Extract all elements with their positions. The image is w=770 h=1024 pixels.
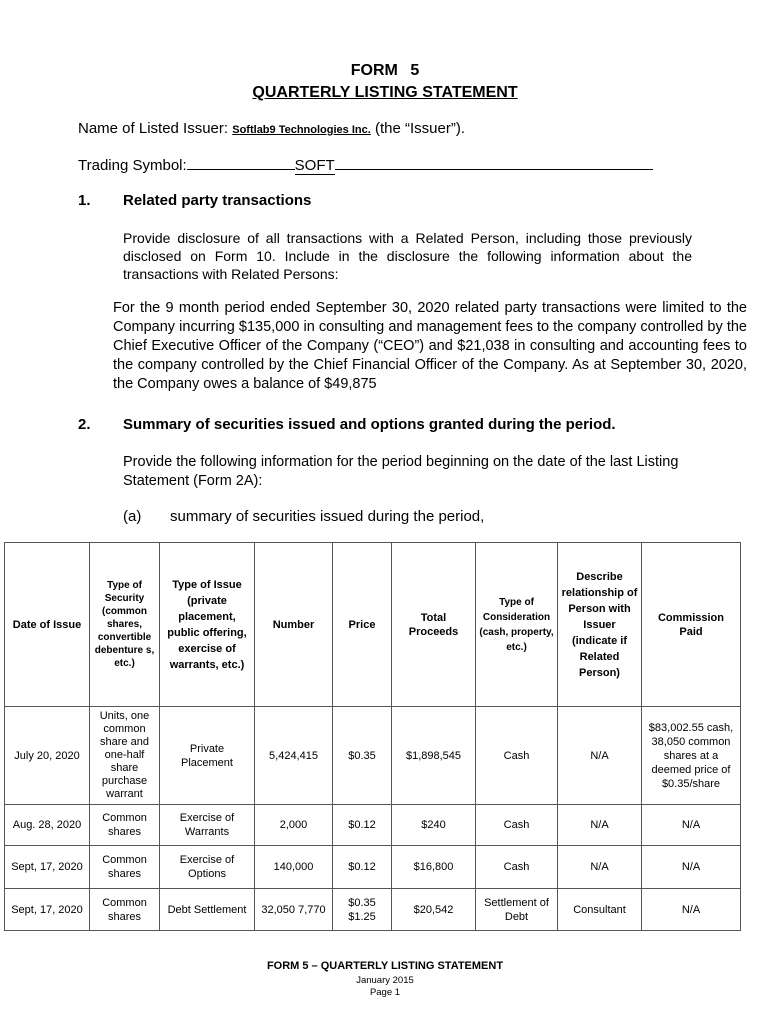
col-header-relationship: Describe relationship of Person with Issuer (indicate if Related Person) [558,543,642,707]
issuer-name: Softlab9 Technologies Inc. [232,124,371,136]
col-header-number: Number [255,543,333,707]
section1-number: 1. [78,192,91,209]
col-header-total-proceeds: Total Proceeds [392,543,476,707]
trading-symbol-label: Trading Symbol: [78,157,187,174]
cell-consideration: Settlement of Debt [476,889,558,931]
section2-instruction: Provide the following information for the period beginning on the date of the last Listing Statement (Form 2A): [123,454,679,489]
section2-number: 2. [78,416,91,433]
symbol-underline-right [335,154,653,170]
cell-issue-type: Private Placement [160,707,255,805]
col-header-security-type: Type of Security (common shares, convertible debenture s, etc.) [90,543,160,707]
cell-consideration: Cash [476,707,558,805]
section1-title: Related party transactions [123,192,312,209]
section2-sub-label: (a) [123,508,142,525]
cell-security-type: Common shares [90,889,160,931]
cell-number: 32,050 7,770 [255,889,333,931]
cell-price: $0.12 [333,846,392,889]
footer-page-number: Page 1 [369,987,401,998]
cell-security-type: Units, one common share and one-half share purchase warrant [90,707,160,805]
table-header-row [5,543,741,707]
cell-price: $0.35 [333,707,392,805]
cell-relationship: Consultant [558,889,642,931]
footer-title: FORM 5 – QUARTERLY LISTING STATEMENT [266,960,504,972]
col-header-date: Date of Issue [5,543,90,707]
cell-security-type: Common shares [90,805,160,846]
form-subtitle: QUARTERLY LISTING STATEMENT [252,84,518,101]
cell-commission: $83,002.55 cash, 38,050 common shares at a deemed price of $0.35/share [642,707,741,805]
symbol-underline-left [187,154,295,170]
cell-total-proceeds: $1,898,545 [392,707,476,805]
cell-price: $0.35 $1.25 [333,889,392,931]
cell-relationship: N/A [558,805,642,846]
trading-symbol-value: SOFT [294,157,335,174]
cell-commission: N/A [642,846,741,889]
cell-consideration: Cash [476,846,558,889]
cell-price: $0.12 [333,805,392,846]
cell-commission: N/A [642,889,741,931]
footer-date: January 2015 [356,975,414,986]
cell-issue-type: Exercise of Warrants [160,805,255,846]
cell-total-proceeds: $240 [392,805,476,846]
issuer-line [78,120,465,137]
securities-issued-table [4,542,741,931]
cell-total-proceeds: $16,800 [392,846,476,889]
cell-consideration: Cash [476,805,558,846]
cell-commission: N/A [642,805,741,846]
cell-number: 5,424,415 [255,707,333,805]
cell-issue-type: Exercise of Options [160,846,255,889]
cell-date: Sept, 17, 2020 [5,846,90,889]
cell-relationship: N/A [558,707,642,805]
cell-number: 2,000 [255,805,333,846]
issuer-suffix: (the “Issuer”). [374,120,465,137]
section2-sub-text: summary of securities issued during the period, [170,508,485,525]
trading-symbol-line [78,154,653,174]
col-header-price: Price [333,543,392,707]
section1-instruction: Provide disclosure of all transactions with a Related Person, including those previously disclosed on Form 10. Include in the disclosure the following information about the transactions with Related Persons: [123,230,692,282]
cell-date: Aug. 28, 2020 [5,805,90,846]
cell-security-type: Common shares [90,846,160,889]
section1-response: For the 9 month period ended September 30, 2020 related party transactions were limited to the Company incurring $135,000 in consulting and management fees to the company controlled by the Chief Executive Officer of the Company (“CEO”) and $21,038 in consulting and accounting fees to the company controlled by the Chief Financial Officer of the Company. As at September 30, 2020, the Company owes a balance of $49,875 [113,300,747,392]
table-row [5,846,741,889]
table-row [5,707,741,805]
issuer-label: Name of Listed Issuer: [78,120,229,137]
cell-relationship: N/A [558,846,642,889]
cell-date: Sept, 17, 2020 [5,889,90,931]
col-header-issue-type: Type of Issue (private placement, public offering, exercise of warrants, etc.) [160,543,255,707]
col-header-consideration: Type of Consideration (cash, property, etc.) [476,543,558,707]
cell-issue-type: Debt Settlement [160,889,255,931]
table-row [5,805,741,846]
table-row [5,889,741,931]
section2-title: Summary of securities issued and options granted during the period. [123,416,616,433]
col-header-commission: Commission Paid [642,543,741,707]
form-title: FORM 5 [350,62,420,79]
cell-date: July 20, 2020 [5,707,90,805]
cell-number: 140,000 [255,846,333,889]
cell-total-proceeds: $20,542 [392,889,476,931]
